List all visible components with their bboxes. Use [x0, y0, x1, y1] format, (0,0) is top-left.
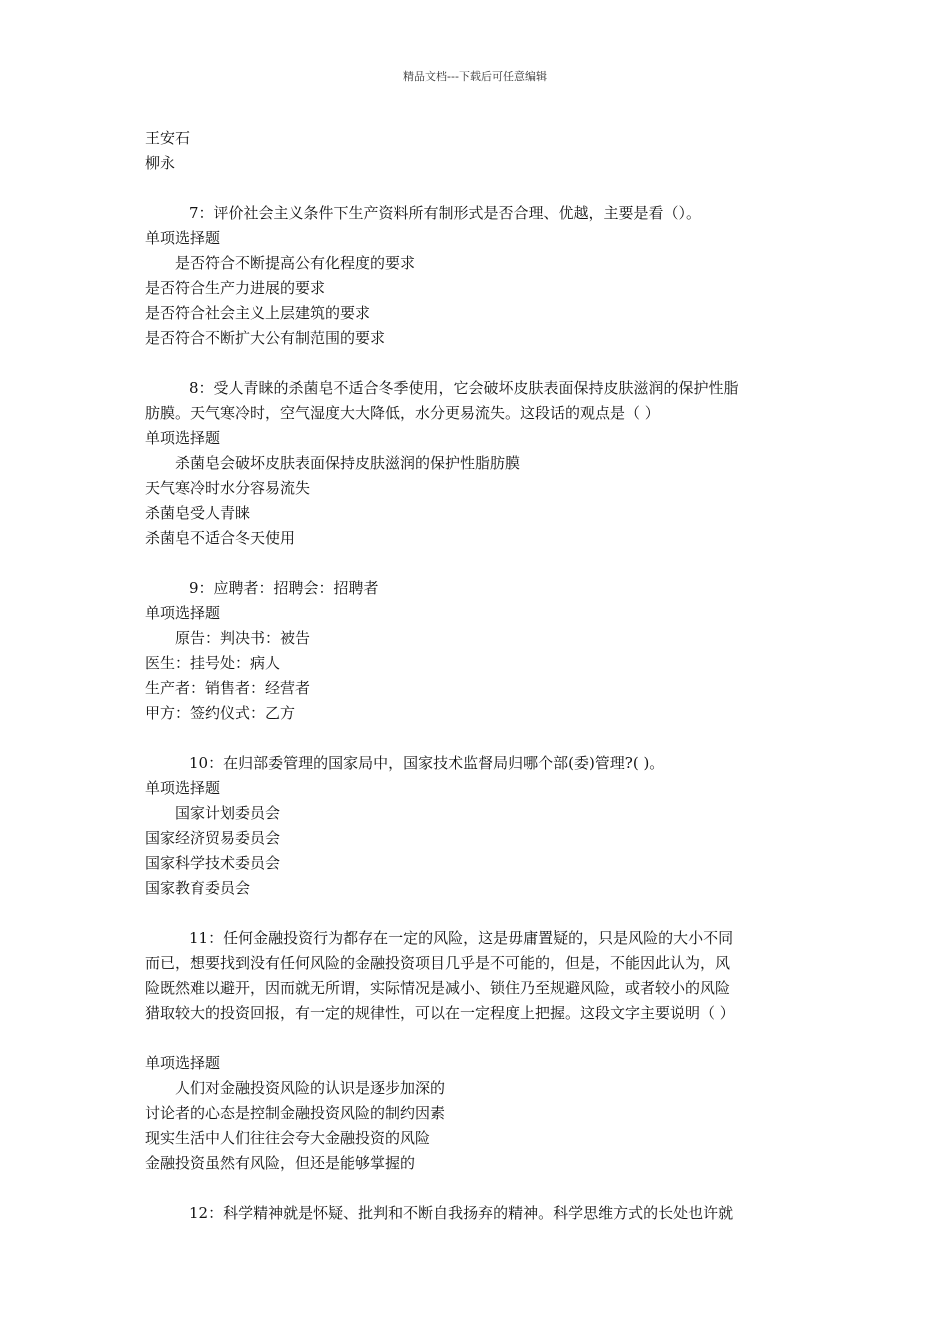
- answer-option: 人们对金融投资风险的认识是逐步加深的: [175, 1079, 446, 1097]
- answer-option: 原告：判决书：被告: [175, 629, 311, 647]
- answer-option: 杀菌皂会破坏皮肤表面保持皮肤滋润的保护性脂肪膜: [175, 454, 521, 472]
- question-stem: 10：在归部委管理的国家局中，国家技术监督局归哪个部(委)管理?( )。: [189, 754, 665, 772]
- document-body: [145, 126, 810, 1226]
- question-type: 单项选择题: [145, 1054, 221, 1072]
- question-type: 单项选择题: [145, 779, 221, 797]
- question-stem: 11：任何金融投资行为都存在一定的风险，这是毋庸置疑的，只是风险的大小不同: [189, 929, 734, 947]
- question-stem: 12：科学精神就是怀疑、批判和不断自我扬弃的精神。科学思维方式的长处也许就: [189, 1204, 734, 1222]
- answer-option: 国家教育委员会: [145, 879, 251, 897]
- question-stem: 猎取较大的投资回报，有一定的规律性，可以在一定程度上把握。这段文字主要说明（ ）: [145, 1004, 735, 1022]
- answer-option: 国家科学技术委员会: [145, 854, 281, 872]
- question-type: 单项选择题: [145, 604, 221, 622]
- question-stem: 而已，想要找到没有任何风险的金融投资项目几乎是不可能的，但是，不能因此认为，风: [145, 954, 731, 972]
- carryover-option: 柳永: [145, 154, 176, 172]
- answer-option: 是否符合不断提高公有化程度的要求: [175, 254, 416, 272]
- answer-option: 讨论者的心态是控制金融投资风险的制约因素: [145, 1104, 446, 1122]
- answer-option: 杀菌皂不适合冬天使用: [145, 529, 296, 547]
- answer-option: 是否符合不断扩大公有制范围的要求: [145, 329, 386, 347]
- answer-option: 是否符合社会主义上层建筑的要求: [145, 304, 371, 322]
- question-type: 单项选择题: [145, 229, 221, 247]
- question-stem: 8：受人青睐的杀菌皂不适合冬季使用，它会破坏皮肤表面保持皮肤滋润的保护性脂: [189, 379, 739, 397]
- answer-option: 医生：挂号处：病人: [145, 654, 281, 672]
- answer-option: 是否符合生产力进展的要求: [145, 279, 326, 297]
- question-type: 单项选择题: [145, 429, 221, 447]
- question-stem: 肪膜。天气寒冷时，空气湿度大大降低，水分更易流失。这段话的观点是（ ）: [145, 404, 660, 422]
- question-stem: 险既然难以避开，因而就无所谓，实际情况是减小、锁住乃至规避风险，或者较小的风险: [145, 979, 731, 997]
- answer-option: 现实生活中人们往往会夸大金融投资的风险: [145, 1129, 431, 1147]
- answer-option: 天气寒冷时水分容易流失: [145, 479, 311, 497]
- answer-option: 国家计划委员会: [175, 804, 281, 822]
- answer-option: 国家经济贸易委员会: [145, 829, 281, 847]
- carryover-option: 王安石: [145, 129, 191, 147]
- question-stem: 9：应聘者：招聘会：招聘者: [189, 579, 379, 597]
- answer-option: 甲方：签约仪式：乙方: [145, 704, 296, 722]
- page-header: 精品文档---下载后可任意编辑: [403, 70, 547, 83]
- answer-option: 生产者：销售者：经营者: [145, 679, 311, 697]
- question-stem: 7：评价社会主义条件下生产资料所有制形式是否合理、优越，主要是看（）。: [189, 204, 702, 222]
- answer-option: 金融投资虽然有风险，但还是能够掌握的: [145, 1154, 416, 1172]
- answer-option: 杀菌皂受人青睐: [145, 504, 251, 522]
